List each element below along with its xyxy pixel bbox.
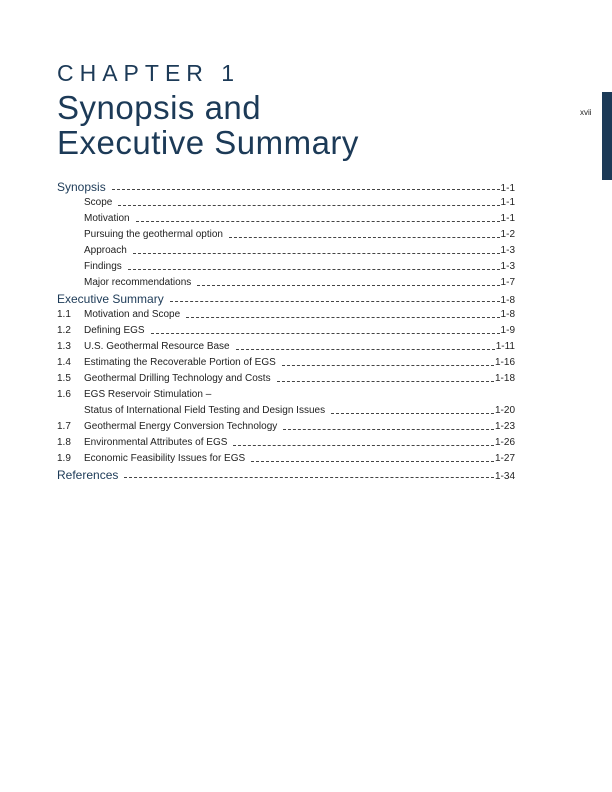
toc-entry[interactable] [57,403,515,419]
toc-entry-page: 1-1 [500,197,515,208]
toc-entry-number: 1.8 [57,437,71,448]
toc-entry-page: 1-26 [494,437,515,448]
toc-entry[interactable] [57,179,515,195]
toc-leader-line [118,205,499,206]
toc-entry-title: Geothermal Drilling Technology and Costs [84,373,271,384]
toc-leader-line [251,461,494,462]
toc-entry-page: 1-3 [500,261,515,272]
toc-entry-page: 1-27 [494,453,515,464]
toc-entry-title: Executive Summary [57,292,164,306]
toc-leader-line [170,301,500,302]
toc-entry-title: Geothermal Energy Conversion Technology [84,421,278,432]
toc-entry-page: 1-8 [500,295,515,306]
toc-entry-number: 1.2 [57,325,71,336]
toc-entry-page: 1-23 [494,421,515,432]
toc-entry[interactable] [57,243,515,259]
toc-entry[interactable] [57,435,515,451]
toc-entry[interactable] [57,371,515,387]
toc-entry[interactable] [57,355,515,371]
toc-entry-title: U.S. Geothermal Resource Base [84,341,230,352]
toc-entry-number: 1.5 [57,373,71,384]
toc-entry-page: 1-2 [500,229,515,240]
toc-leader-line [229,237,500,238]
table-of-contents [57,179,515,483]
toc-entry[interactable] [57,419,515,435]
toc-leader-line [236,349,495,350]
toc-leader-line [186,317,499,318]
toc-entry[interactable] [57,259,515,275]
chapter-title-line-1: Synopsis and [57,89,262,126]
toc-entry[interactable] [57,323,515,339]
toc-entry-title: Findings [84,261,122,272]
chapter-title [57,90,359,160]
toc-entry-title: Approach [84,245,127,256]
toc-entry-number: 1.4 [57,357,71,368]
chapter-title-line-2: Executive Summary [57,124,359,161]
toc-entry-title: Scope [84,197,113,208]
toc-entry[interactable] [57,339,515,355]
toc-entry[interactable] [57,227,515,243]
toc-entry[interactable] [57,195,515,211]
toc-entry-page: 1-3 [500,245,515,256]
toc-entry-page: 1-20 [494,405,515,416]
toc-entry-page: 1-16 [494,357,515,368]
toc-entry-page: 1-1 [500,213,515,224]
toc-entry-title: Synopsis [57,180,106,194]
toc-leader-line [133,253,500,254]
toc-entry-page: 1-9 [500,325,515,336]
toc-entry[interactable] [57,291,515,307]
toc-leader-line [233,445,494,446]
toc-entry-title: Motivation and Scope [84,309,181,320]
toc-entry-number: 1.9 [57,453,71,464]
toc-entry-title: Major recommendations [84,277,192,288]
toc-entry-page: 1-34 [494,471,515,482]
toc-entry[interactable] [57,451,515,467]
toc-entry-number: 1.1 [57,309,71,320]
page-folio: xvii [580,108,592,117]
toc-entry-title: Economic Feasibility Issues for EGS [84,453,246,464]
toc-entry[interactable] [57,211,515,227]
toc-entry-title: Status of International Field Testing and Design Issues [84,405,326,416]
toc-entry-title: Defining EGS [84,325,145,336]
toc-entry-number: 1.3 [57,341,71,352]
toc-entry-title: Estimating the Recoverable Portion of EGS [84,357,276,368]
toc-entry-number: 1.7 [57,421,71,432]
toc-entry-title: Environmental Attributes of EGS [84,437,228,448]
chapter-label: CHAPTER 1 [57,60,241,86]
toc-entry-title: EGS Reservoir Stimulation – [84,389,212,400]
toc-entry-page: 1-7 [500,277,515,288]
toc-leader-line [124,477,494,478]
toc-entry-page: 1-11 [495,341,515,352]
toc-entry[interactable] [57,387,515,403]
toc-leader-line [197,285,499,286]
toc-entry[interactable] [57,307,515,323]
toc-leader-line [112,189,500,190]
toc-leader-line [282,365,494,366]
toc-leader-line [331,413,494,414]
chapter-tab-bar [602,92,612,180]
toc-entry[interactable] [57,467,515,483]
toc-leader-line [277,381,494,382]
toc-entry[interactable] [57,275,515,291]
toc-entry-title: Motivation [84,213,130,224]
toc-entry-page: 1-18 [494,373,515,384]
toc-leader-line [128,269,500,270]
toc-entry-title: Pursuing the geothermal option [84,229,223,240]
toc-entry-page: 1-8 [500,309,515,320]
toc-entry-page: 1-1 [500,183,515,194]
toc-leader-line [136,221,500,222]
toc-leader-line [283,429,494,430]
toc-entry-title: References [57,468,119,482]
toc-entry-number: 1.6 [57,389,71,400]
toc-leader-line [151,333,500,334]
